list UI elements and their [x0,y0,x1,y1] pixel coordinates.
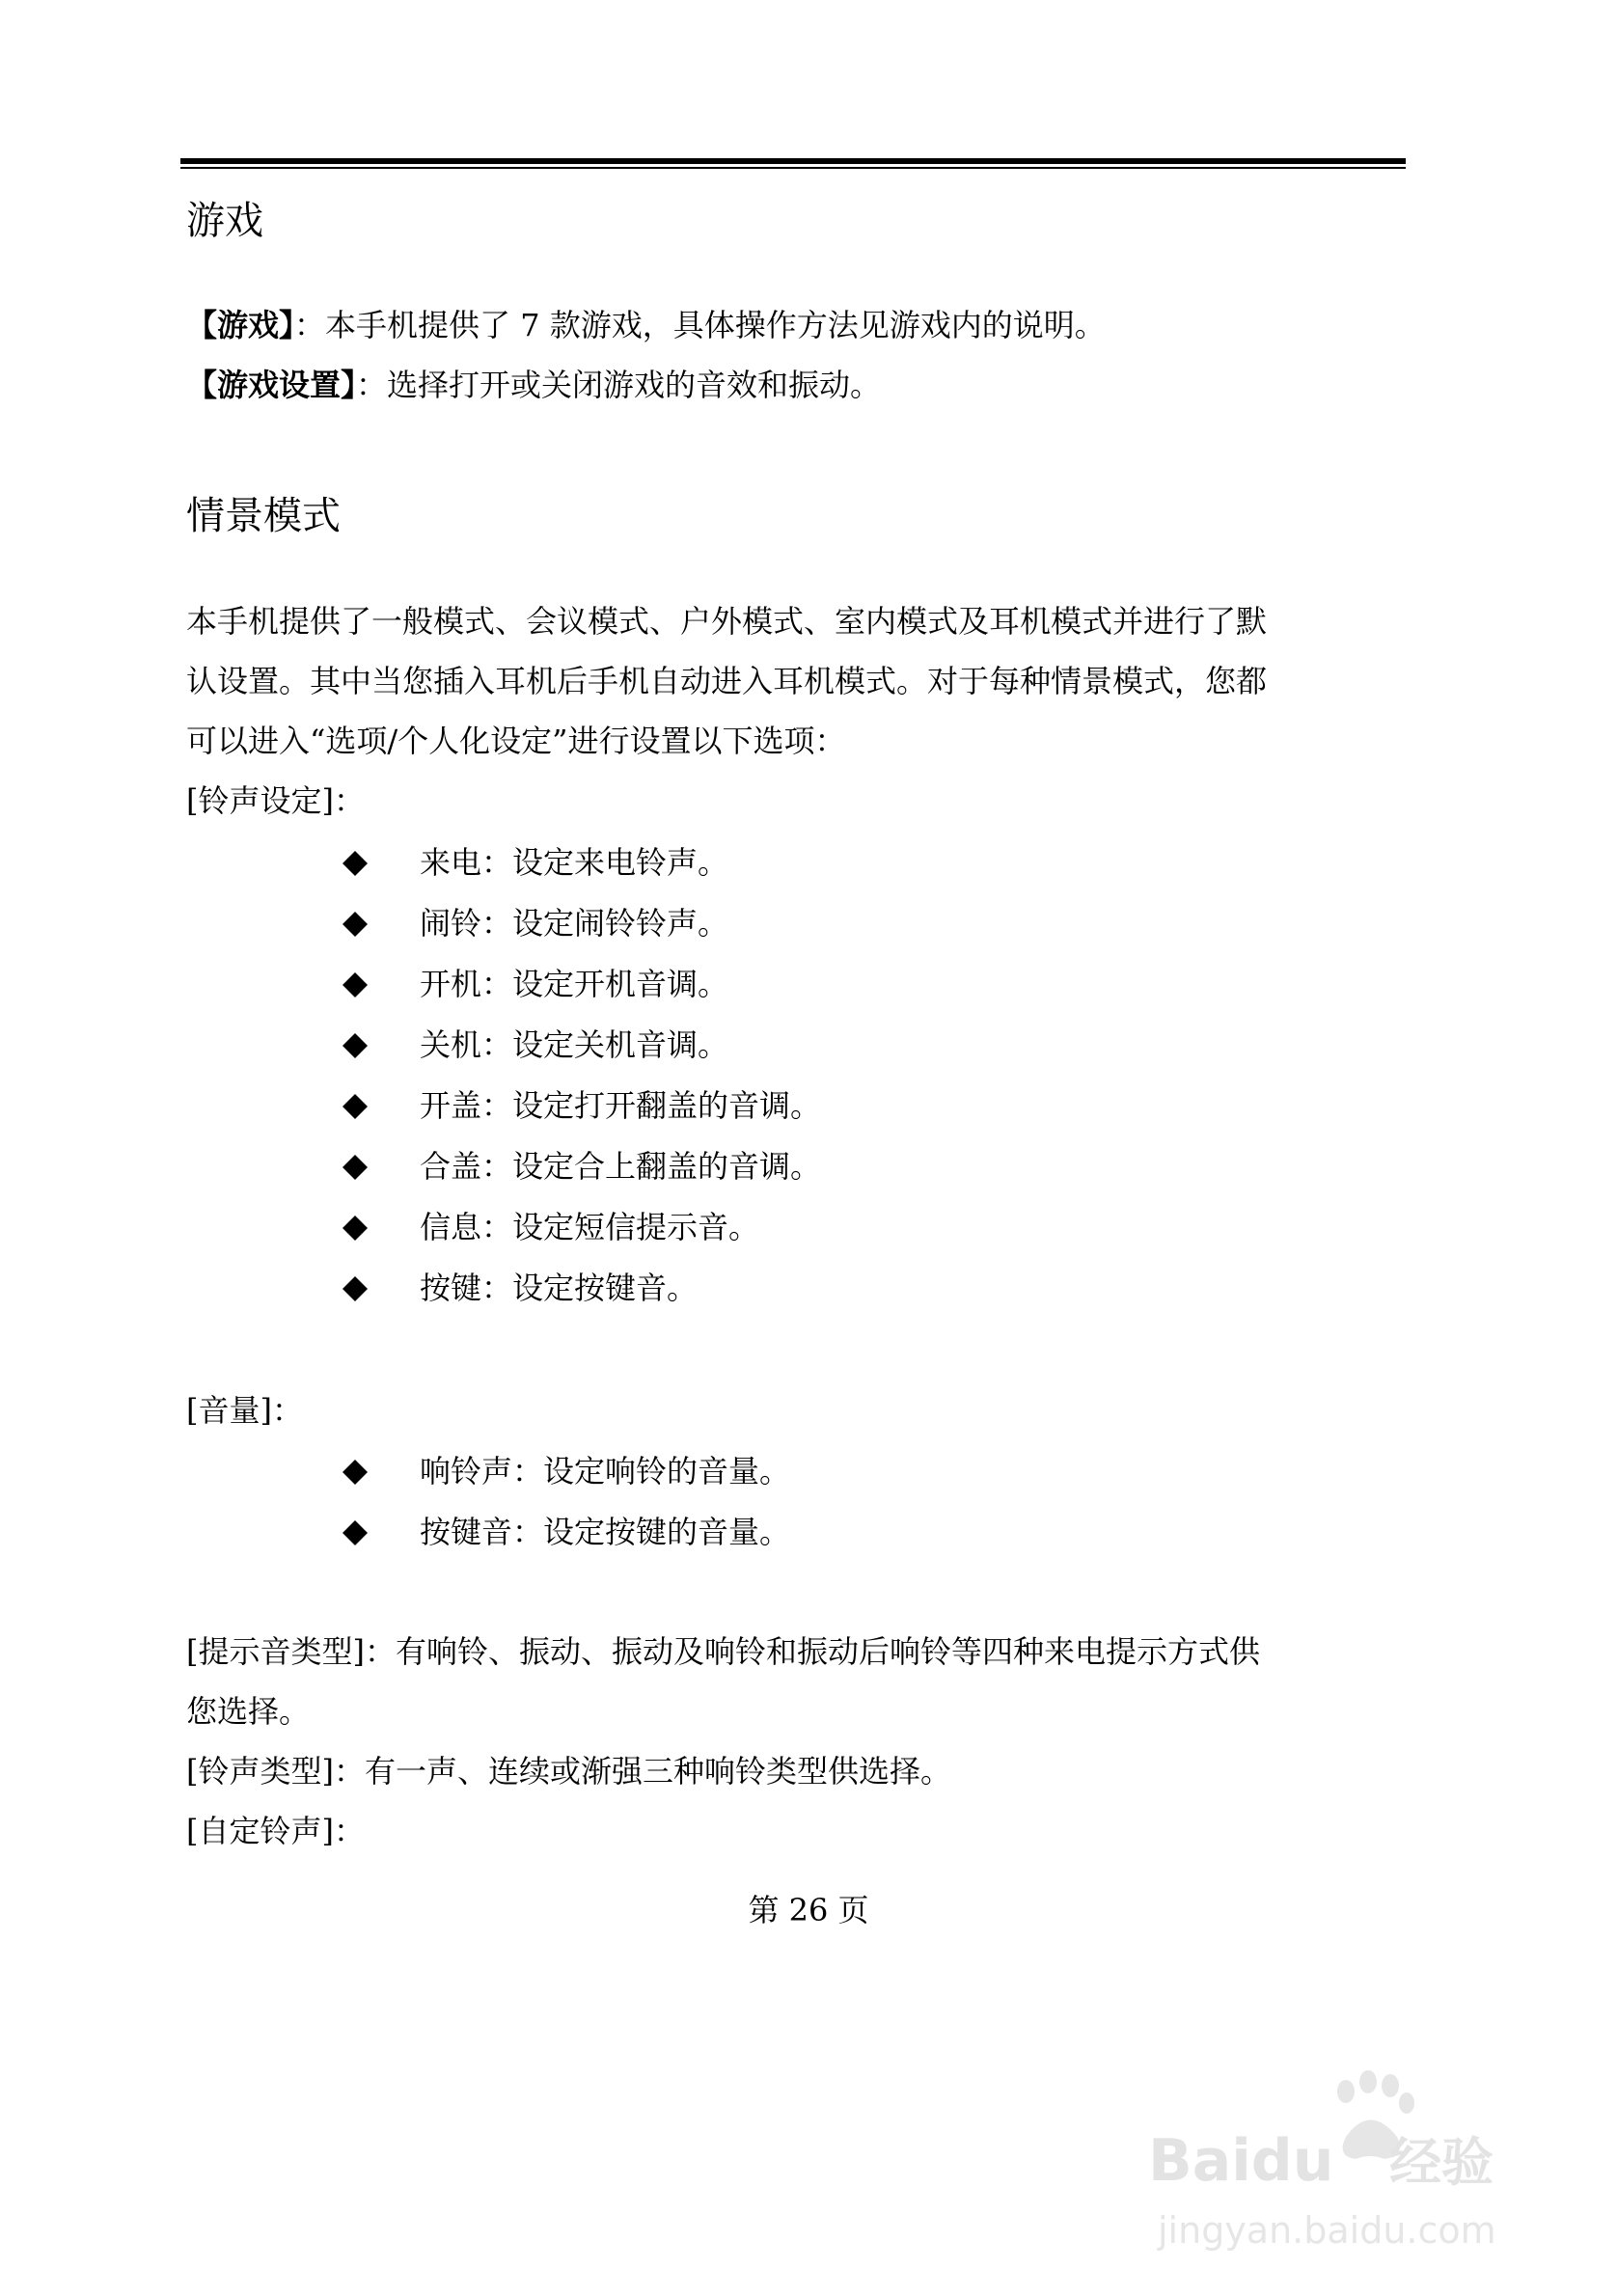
custom-ring-label: [自定铃声]： [186,1813,365,1849]
games-settings-label: 【游戏设置】 [186,367,357,403]
list-item-text: 响铃声：设定响铃的音量。 [420,1453,791,1490]
list-item-text: 信息：设定短信提示音。 [420,1209,760,1245]
header-rule-thick [180,158,1406,164]
list-item [343,1197,821,1258]
ring-type-line: [铃声类型]：有一声、连续或渐强三种响铃类型供选择。 [186,1753,951,1790]
ringtone-settings-label: [铃声设定]： [186,782,365,819]
list-item [343,1502,790,1563]
baidu-jingyan-watermark-icon [1148,2045,1573,2286]
volume-label: [音量]： [186,1392,303,1429]
diamond-bullet-icon [343,1033,368,1058]
list-item-text: 来电：设定来电铃声。 [420,844,729,881]
list-item-text: 按键音：设定按键的音量。 [420,1514,791,1550]
profiles-intro-line-1: 本手机提供了一般模式、会议模式、户外模式、室内模式及耳机模式并进行了默 [186,603,1268,640]
list-item-text: 关机：设定关机音调。 [420,1026,729,1063]
watermark-brand: Baidu [1148,2127,1334,2195]
list-item [343,954,821,1015]
diamond-bullet-icon [343,851,368,876]
games-settings-text: ：选择打开或关闭游戏的音效和振动。 [356,367,882,403]
diamond-bullet-icon [343,1520,368,1545]
games-settings-line [186,355,1404,415]
ringtone-list [343,833,821,1319]
diamond-bullet-icon [343,912,368,937]
list-item-text: 开机：设定开机音调。 [420,966,729,1002]
games-heading: 游戏 [186,199,263,243]
games-line [186,295,1404,355]
games-text: ：本手机提供了 7 款游戏，具体操作方法见游戏内的说明。 [294,307,1106,343]
list-item [343,1076,821,1136]
watermark-url: jingyan.baidu.com [1158,2209,1496,2252]
list-item-text: 开盖：设定打开翻盖的音调。 [420,1087,822,1124]
profiles-intro-line-3: 可以进入“选项/个人化设定”进行设置以下选项： [186,723,846,759]
diamond-bullet-icon [343,1155,368,1180]
diamond-bullet-icon [343,1460,368,1485]
diamond-bullet-icon [343,972,368,998]
page-number: 第 26 页 [748,1892,869,1928]
list-item-text: 按键：设定按键音。 [420,1270,699,1306]
diamond-bullet-icon [343,1276,368,1301]
games-label: 【游戏】 [186,307,295,343]
list-item [343,1015,821,1076]
list-item [343,893,821,954]
volume-list [343,1441,790,1563]
profiles-intro-line-2: 认设置。其中当您插入耳机后手机自动进入耳机模式。对于每种情景模式，您都 [186,663,1268,699]
watermark-brand-cn: 经验 [1389,2132,1494,2193]
alert-type-line-2: 您选择。 [186,1693,311,1730]
list-item [343,1136,821,1197]
list-item [343,1441,790,1502]
diamond-bullet-icon [343,1216,368,1241]
list-item-text: 闹铃：设定闹铃铃声。 [420,905,729,942]
diamond-bullet-icon [343,1094,368,1119]
header-rule-thin [180,167,1406,169]
alert-type-line-1: [提示音类型]：有响铃、振动、振动及响铃和振动后响铃等四种来电提示方式供 [186,1633,1260,1670]
list-item [343,1258,821,1319]
list-item [343,833,821,893]
list-item-text: 合盖：设定合上翻盖的音调。 [420,1148,822,1185]
profiles-heading: 情景模式 [186,494,341,538]
